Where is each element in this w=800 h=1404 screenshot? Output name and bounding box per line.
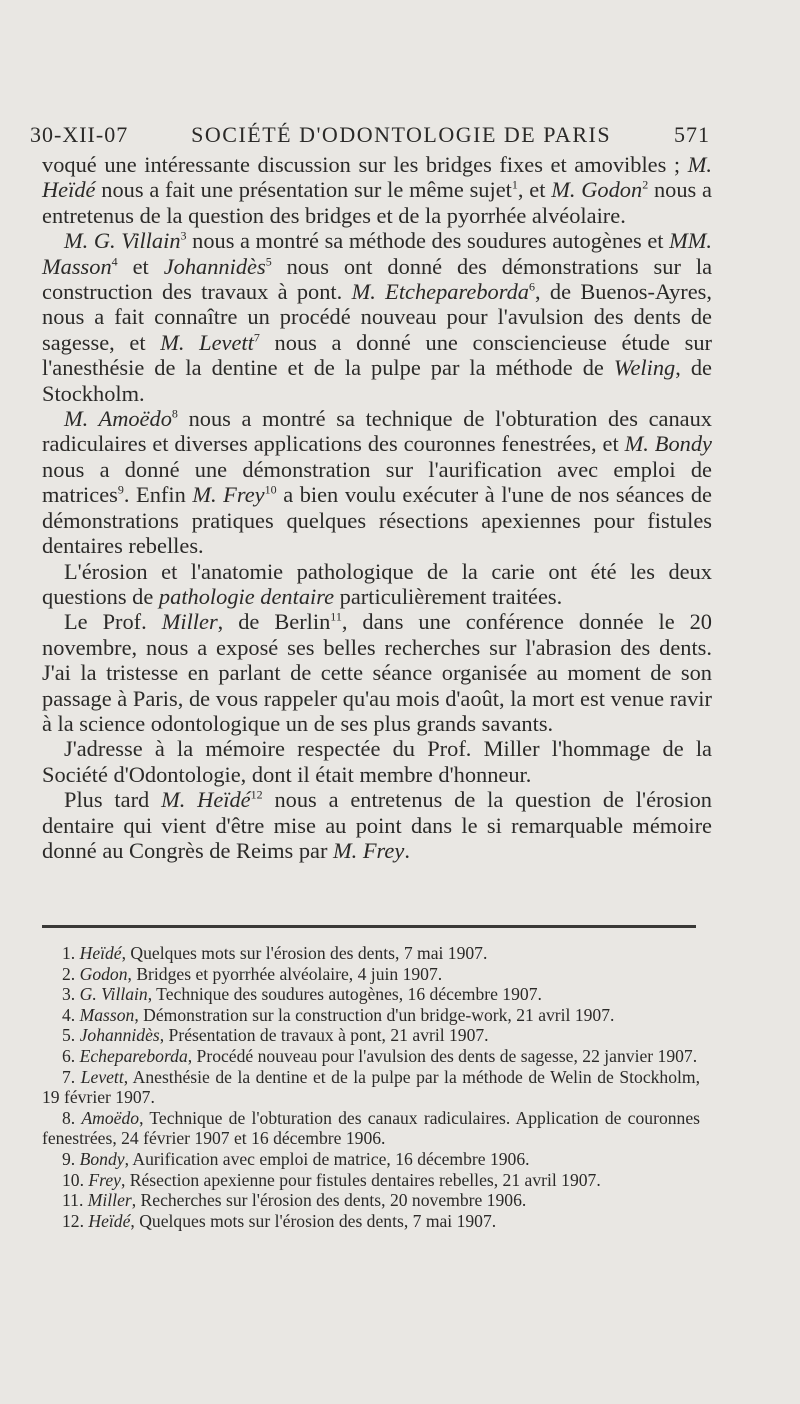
footnote-text: , Anesthésie de la dentine et de la pulpe par la méthode de Welin de Stockholm, 19 février 1907.: [42, 1066, 700, 1108]
footnote-ref: 1: [511, 177, 518, 192]
text-run: , dans une conférence donnée le 20 novembre, nous a exposé ses belles recherches sur l'abrasion des dents. J'ai la tristesse en parlant de cette séance organisée au moment de son passage à Paris, de vous rappeler qu'au mois d'août, la mort est venue ravir à la science odontologique un de ses plus grands savants.: [42, 609, 712, 736]
name-run: M. Frey: [333, 837, 405, 863]
footnote-author: Godon: [79, 963, 128, 984]
paragraph: [42, 609, 712, 736]
text-run: , de Buenos-Ayres, nous a fait connaître un procédé nouveau pour l'avulsion des dents de sagesse, et: [42, 279, 712, 355]
text-run: nous a fait une présentation sur le même sujet: [95, 177, 512, 203]
footnote-author: Masson: [79, 1004, 135, 1025]
footnote: [42, 964, 700, 985]
footnote-ref: 7: [253, 330, 260, 345]
name-run: Weling: [613, 355, 676, 381]
footnote: [42, 1025, 700, 1046]
text-run: nous a montré sa technique de l'obturation des canaux radiculaires et diverses applications des couronnes fenestrées, et: [42, 406, 712, 457]
footnote-text: , Technique de l'obturation des canaux radiculaires. Application de couronnes fenestrées, 24 février 1907 et 16 décembre 1906.: [42, 1107, 700, 1149]
footnote: [42, 1046, 700, 1067]
text-run: L'érosion et l'anatomie pathologique de la carie ont été les deux questions de: [42, 558, 712, 609]
footnote-number: 2.: [62, 963, 76, 984]
name-run: M. G. Villain: [64, 228, 181, 254]
footnote-ref: 11: [330, 609, 342, 624]
name-run: M. Heïdé: [42, 152, 712, 203]
footnote-text: , Résection apexienne pour fistules dentaires rebelles, 21 avril 1907.: [120, 1169, 601, 1190]
footnote-number: 1.: [62, 943, 76, 963]
text-run: J'adresse à la mémoire respectée du Prof. Miller l'hommage de la Société d'Odontologie, dont il était membre d'honneur.: [42, 736, 712, 787]
text-run: nous a donné une démonstration sur l'aurification avec emploi de matrices: [42, 456, 712, 508]
footnote-author: Bondy: [79, 1148, 125, 1169]
text-run: . Enfin: [123, 482, 193, 508]
text-run: voqué une intéressante discussion sur les bridges fixes et amovibles ;: [42, 152, 688, 177]
header-title: SOCIÉTÉ D'ODONTOLOGIE DE PARIS: [191, 122, 612, 147]
footnote: [42, 984, 700, 1005]
footnote-author: Heïdé: [79, 943, 122, 963]
footnote-author: Johannidès: [79, 1025, 160, 1046]
text-run: et: [117, 253, 164, 279]
footnote-rule: [42, 925, 696, 928]
text-run: nous a donné une consciencieuse étude sur l'anesthésie de la dentine et de la pulpe par la méthode de: [42, 329, 712, 381]
text-run: a bien voulu exécuter à l'une de nos séances de démonstrations pratiques quelques résections apexiennes pour fistules dentaires rebelles.: [42, 482, 712, 559]
footnote-ref: 4: [111, 254, 118, 269]
name-run: M. Amoëdo: [64, 406, 172, 432]
footnote-number: 7.: [62, 1066, 76, 1087]
footnote-ref: 6: [528, 279, 535, 294]
footnote: [42, 1067, 700, 1108]
running-header: [30, 122, 710, 148]
footnote: [42, 1170, 700, 1191]
footnote-number: 11.: [62, 1190, 84, 1211]
text-run: .: [404, 837, 410, 863]
footnote-ref: 3: [180, 228, 187, 243]
paragraph: [42, 152, 712, 228]
paragraph: [42, 406, 712, 558]
footnote-ref: 5: [265, 254, 272, 269]
emphasis-run: pathologie dentaire: [158, 583, 335, 609]
footnote-text: , Bridges et pyorrhée alvéolaire, 4 juin 1907.: [127, 963, 443, 984]
footnote-author: Heïdé: [88, 1210, 131, 1231]
footnote-number: 9.: [62, 1148, 76, 1169]
footnote-author: Amoëdo: [81, 1107, 140, 1128]
paragraph: [42, 787, 712, 863]
name-run: M. Bondy: [624, 431, 712, 457]
text-run: nous a entretenus de la question de l'érosion dentaire qui vient d'être mise au point dans le si remarquable mémoire donné au Congrès de Reims par: [42, 787, 712, 863]
text-run: , de Berlin: [217, 609, 331, 635]
footnote-author: Echepareborda: [79, 1045, 188, 1066]
footnote-text: , Recherches sur l'érosion des dents, 20 novembre 1906.: [131, 1190, 527, 1211]
footnote-author: G. Villain: [79, 984, 148, 1005]
footnote-text: , Technique des soudures autogènes, 16 décembre 1907.: [147, 984, 542, 1005]
text-run: nous a entretenus de la question des bridges et de la pyorrhée alvéolaire.: [42, 177, 712, 228]
text-run: Le Prof.: [64, 609, 162, 635]
name-run: Johannidès: [163, 253, 266, 279]
text-run: nous ont donné des démonstrations sur la construction des travaux à pont.: [42, 253, 713, 305]
footnote-text: , Quelques mots sur l'érosion des dents, 7 mai 1907.: [121, 943, 488, 963]
footnote: [42, 943, 700, 964]
footnote-number: 10.: [62, 1169, 84, 1190]
name-run: M. Frey: [192, 482, 265, 508]
footnote-author: Miller: [87, 1190, 132, 1211]
footnote-ref: 10: [264, 482, 277, 497]
footnote-number: 4.: [62, 1004, 76, 1025]
footnote-number: 3.: [62, 984, 76, 1005]
footnotes: [42, 943, 700, 1231]
name-run: MM. Masson: [42, 228, 712, 279]
footnote-text: , Procédé nouveau pour l'avulsion des dents de sagesse, 22 janvier 1907.: [187, 1045, 698, 1066]
name-run: M. Levett: [160, 329, 254, 355]
footnote-ref: 8: [171, 406, 178, 421]
body-text: [42, 152, 712, 863]
footnote: [42, 1190, 700, 1211]
text-run: particulièrement traitées.: [334, 583, 563, 609]
footnote-ref: 2: [642, 177, 649, 192]
footnote: [42, 1005, 700, 1026]
text-run: Plus tard: [64, 787, 162, 813]
header-date: 30-XII-07: [30, 122, 129, 147]
footnote-number: 6.: [62, 1045, 76, 1066]
footnote-text: , Présentation de travaux à pont, 21 avril 1907.: [159, 1025, 489, 1046]
name-run: Miller: [161, 609, 218, 635]
text-run: nous a montré sa méthode des soudures autogènes et: [186, 228, 670, 254]
footnote-author: Frey: [88, 1169, 121, 1190]
paragraph: [42, 736, 712, 787]
footnote: [42, 1108, 700, 1149]
footnote-number: 12.: [62, 1210, 84, 1231]
paragraph: [42, 228, 712, 406]
footnote-text: , Quelques mots sur l'érosion des dents, 7 mai 1907.: [130, 1210, 497, 1231]
footnote: [42, 1211, 700, 1232]
page-number: 571: [674, 122, 710, 147]
text-run: , et: [517, 177, 552, 203]
footnote-text: , Aurification avec emploi de matrice, 16 décembre 1906.: [124, 1148, 530, 1169]
name-run: M. Etchepareborda: [351, 279, 529, 305]
footnote: [42, 1149, 700, 1170]
footnote-ref: 12: [250, 787, 263, 802]
name-run: M. Godon: [551, 177, 643, 203]
name-run: M. Heïdé: [161, 787, 251, 813]
text-run: , de Stockholm.: [42, 355, 712, 406]
footnote-ref: 9: [117, 482, 124, 497]
footnote-text: , Démonstration sur la construction d'un bridge-work, 21 avril 1907.: [134, 1004, 615, 1025]
footnote-number: 8.: [62, 1107, 76, 1128]
footnote-author: Levett: [80, 1066, 124, 1087]
footnote-number: 5.: [62, 1025, 76, 1046]
paragraph: [42, 559, 712, 610]
